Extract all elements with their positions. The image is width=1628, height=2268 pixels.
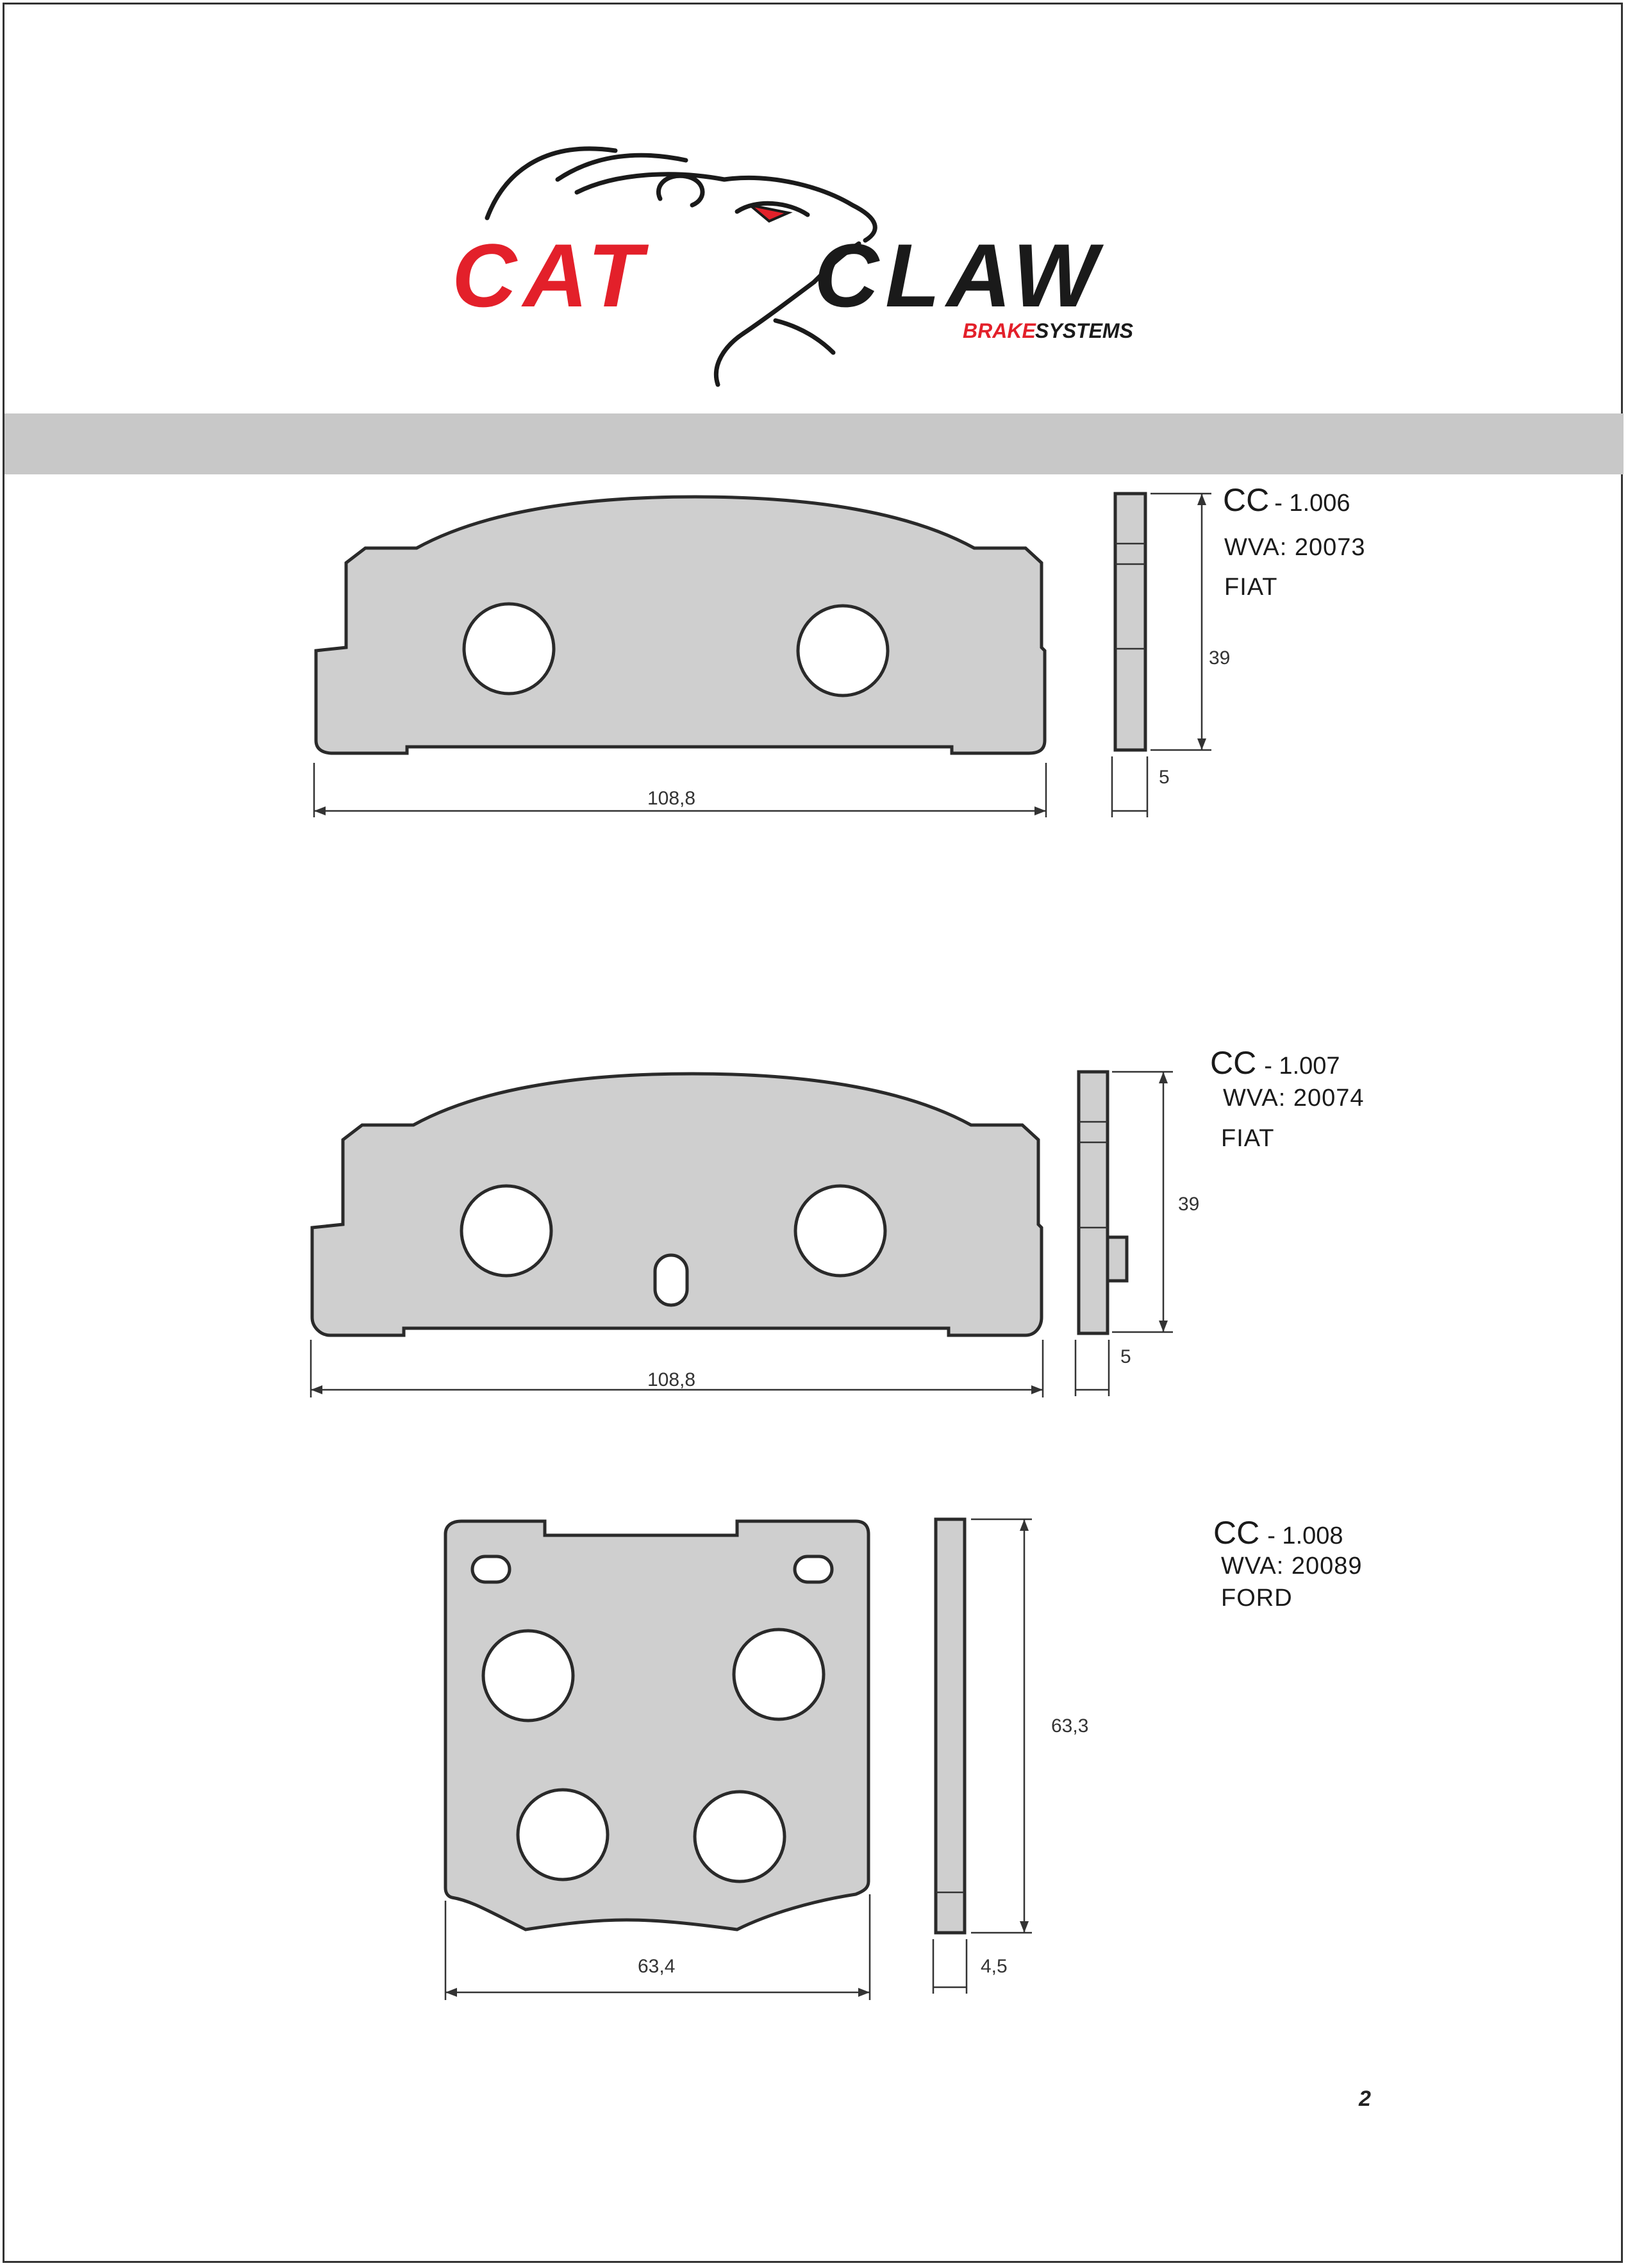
product-code: CC - 1.007 [1210,1045,1340,1081]
vehicle-make: FIAT [1221,1125,1275,1152]
brand-tagline-part1: BRAKE [963,319,1036,342]
wva-number: WVA: 20089 [1221,1553,1363,1580]
vehicle-make: FIAT [1224,574,1278,601]
dimension-thickness: 4,5 [981,1956,1008,1977]
brake-pad-side-view [1079,1072,1108,1333]
rivet-hole [798,606,888,696]
dimension-height: 63,3 [1051,1715,1089,1737]
brand-tagline-part2: SYSTEMS [1035,319,1133,342]
vehicle-make: FORD [1221,1585,1293,1612]
rivet-hole [518,1790,608,1880]
product-cc-1008 [445,1515,1363,2000]
dimension-width: 108,8 [647,1369,696,1390]
brake-pad-side-view [1115,494,1145,750]
dimension-thickness: 5 [1159,767,1170,788]
rivet-hole [795,1186,885,1276]
wva-number: WVA: 20074 [1223,1085,1365,1112]
product-cc-1006 [314,482,1366,817]
dimension-height: 39 [1209,647,1231,669]
brake-pad-side-view [936,1519,965,1933]
brand-name-part2: CLAW [814,225,1104,326]
rivet-hole [695,1792,785,1881]
brand-name-part1: CAT [452,225,649,326]
product-cc-1007 [311,1045,1365,1397]
wva-number: WVA: 20073 [1224,534,1366,561]
product-code: CC - 1.006 [1223,482,1350,518]
dimension-width: 63,4 [638,1956,676,1977]
rivet-hole [461,1186,551,1276]
mounting-slot [795,1556,832,1582]
dimension-width: 108,8 [647,788,696,809]
page-number: 2 [1359,2087,1371,2111]
wear-indicator-slot [655,1255,687,1305]
rivet-hole [734,1630,824,1719]
rivet-hole [464,604,554,694]
dimension-height: 39 [1178,1194,1200,1215]
side-view-tab [1108,1237,1127,1281]
mounting-slot [472,1556,510,1582]
rivet-hole [483,1631,573,1721]
dimension-thickness: 5 [1120,1346,1131,1367]
brake-pad-front-view [316,497,1045,753]
product-code: CC - 1.008 [1213,1515,1343,1551]
